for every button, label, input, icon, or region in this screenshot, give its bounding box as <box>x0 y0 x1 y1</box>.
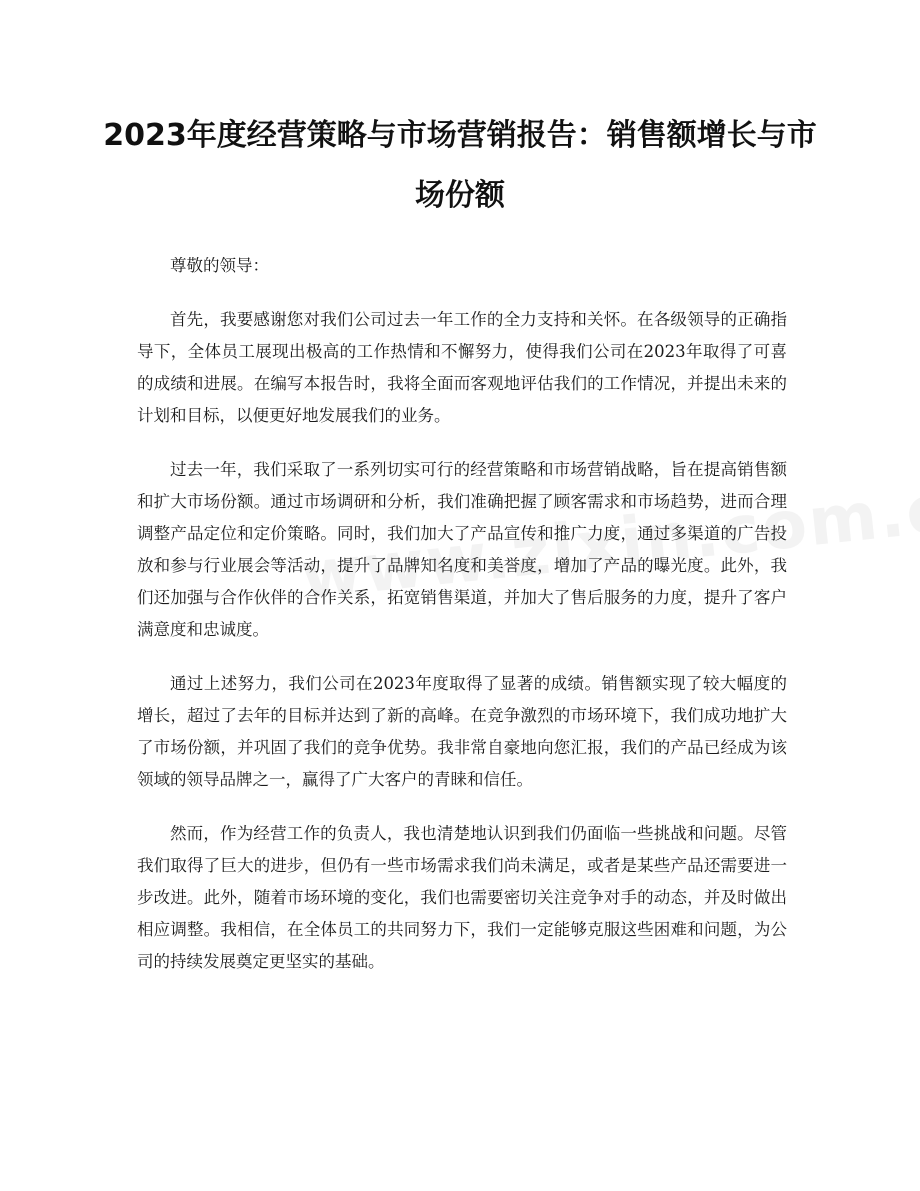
document-body <box>137 250 787 1000</box>
paragraph-strategy: 过去一年，我们采取了一系列切实可行的经营策略和市场营销战略，旨在提高销售额和扩大市场份额。通过市场调研和分析，我们准确把握了顾客需求和市场趋势，进而合理调整产品定位和定价策略。同时，我们加大了产品宣传和推广力度，通过多渠道的广告投放和参与行业展会等活动，提升了品牌知名度和美誉度，增加了产品的曝光度。此外，我们还加强与合作伙伴的合作关系，拓宽销售渠道，并加大了售后服务的力度，提升了客户满意度和忠诚度。 <box>137 460 787 639</box>
paragraph-challenges: 然而，作为经营工作的负责人，我也清楚地认识到我们仍面临一些挑战和问题。尽管我们取得了巨大的进步，但仍有一些市场需求我们尚未满足，或者是某些产品还需要进一步改进。此外，随着市场环境的变化，我们也需要密切关注竞争对手的动态，并及时做出相应调整。我相信，在全体员工的共同努力下，我们一定能够克服这些困难和问题，为公司的持续发展奠定更坚实的基础。 <box>137 824 787 971</box>
salutation: 尊敬的领导： <box>170 256 269 275</box>
paragraph-results: 通过上述努力，我们公司在2023年度取得了显著的成绩。销售额实现了较大幅度的增长，超过了去年的目标并达到了新的高峰。在竞争激烈的市场环境下，我们成功地扩大了市场份额，并巩固了我们的竞争优势。我非常自豪地向您汇报，我们的产品已经成为该领域的领导品牌之一，赢得了广大客户的青睐和信任。 <box>137 674 787 789</box>
paragraph-intro: 首先，我要感谢您对我们公司过去一年工作的全力支持和关怀。在各级领导的正确指导下，全体员工展现出极高的工作热情和不懈努力，使得我们公司在2023年取得了可喜的成绩和进展。在编写本报告时，我将全面而客观地评估我们的工作情况，并提出未来的计划和目标，以便更好地发展我们的业务。 <box>137 310 787 425</box>
document-title: 2023年度经营策略与市场营销报告：销售额增长与市场份额 <box>103 118 817 213</box>
